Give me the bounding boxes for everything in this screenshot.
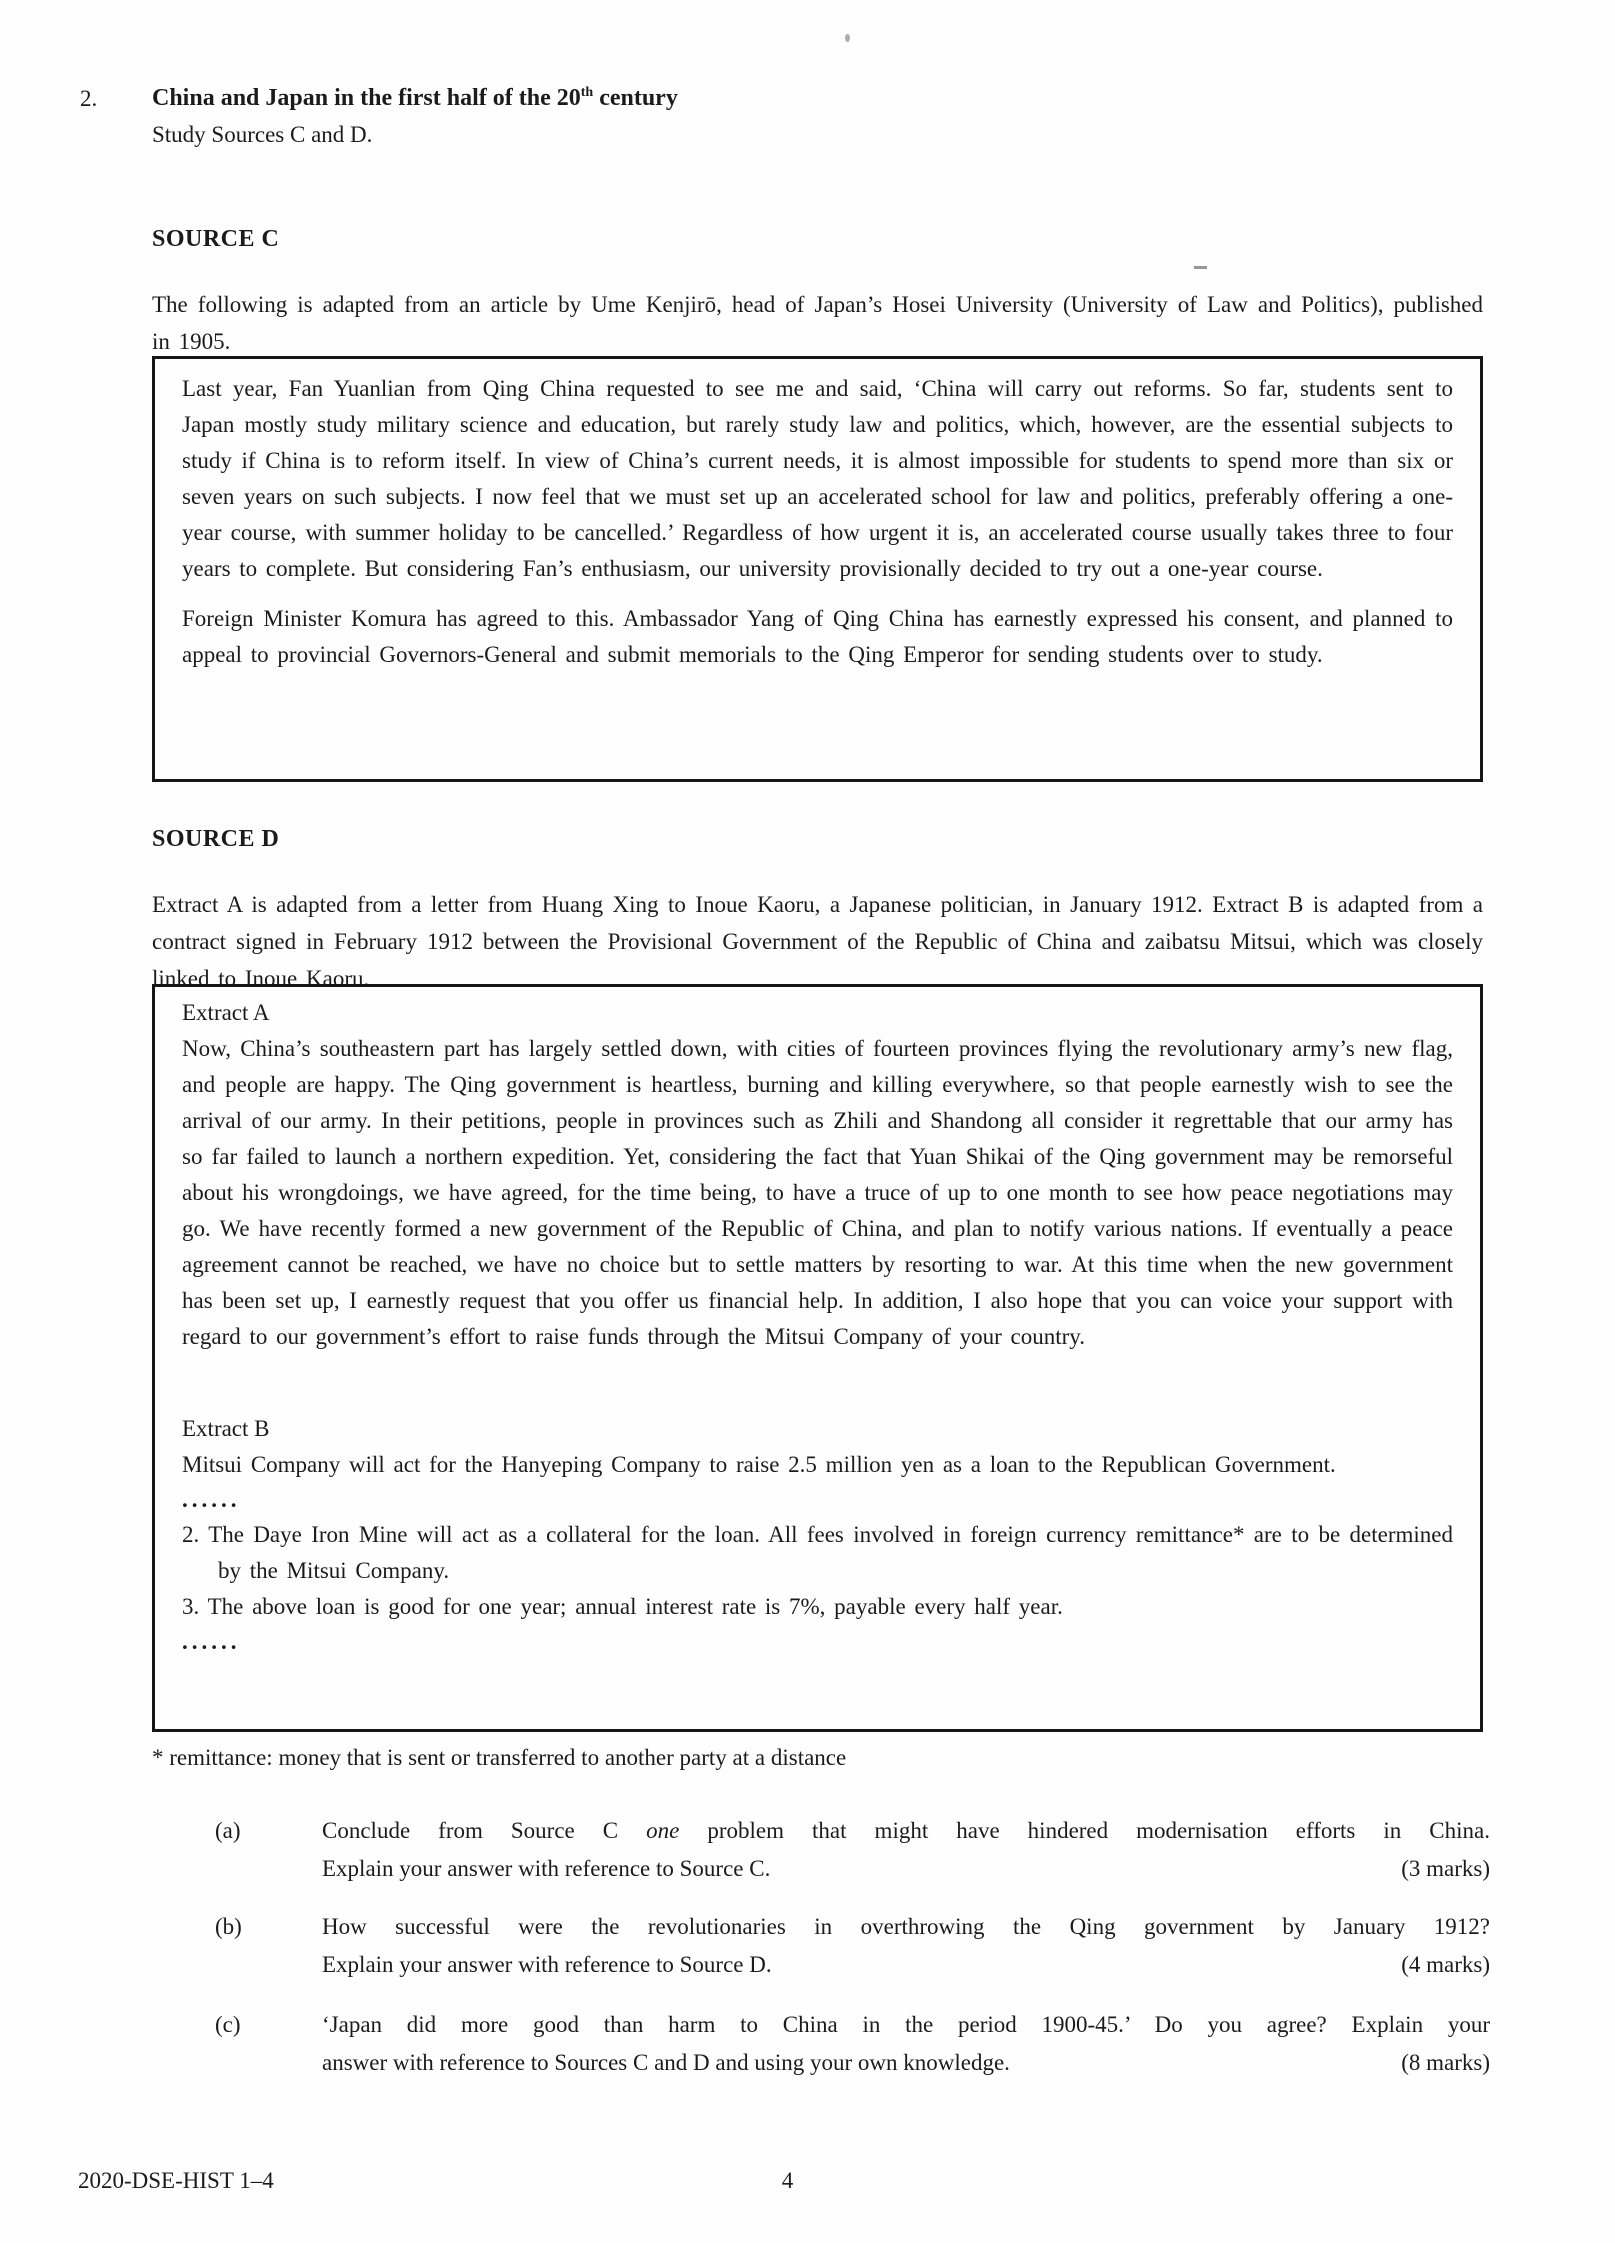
remittance-footnote: * remittance: money that is sent or transferred to another party at a distance	[152, 1745, 847, 1770]
title-prefix: China and Japan in the first half of the 20	[152, 85, 581, 111]
question-a-line-1-pre: Conclude from Source C	[322, 1818, 647, 1843]
question-a-label: (a)	[215, 1818, 241, 1843]
extract-b-label: Extract B	[182, 1416, 270, 1441]
contract-item-3-text: The above loan is good for one year; annual interest rate is 7%, payable every half year.	[207, 1594, 1063, 1619]
question-c	[215, 2006, 1490, 2082]
question-b-line-2: Explain your answer with reference to Source D.	[322, 1952, 772, 1977]
question-a-line-2: Explain your answer with reference to Source C.	[322, 1856, 771, 1881]
page-title	[152, 85, 678, 112]
contract-item-2-text: The Daye Iron Mine will act as a collateral for the loan. All fees involved in foreign currency remittance* are to be determined by the Mitsui Company.	[208, 1522, 1454, 1583]
source-d-intro: Extract A is adapted from a letter from Huang Xing to Inoue Kaoru, a Japanese politician, in January 1912. Extract B is adapted from a contract signed in February 1912 between the Provisional Government of the Republic of China and zaibatsu Mitsui, which was closely linked to Inoue Kaoru.	[152, 892, 1483, 991]
title-superscript: th	[580, 85, 594, 100]
question-c-label: (c)	[215, 2012, 241, 2037]
question-c-line-1: ‘Japan did more good than harm to China in the period 1900-45.’ Do you agree? Explain your	[322, 2012, 1490, 2037]
source-c-intro: The following is adapted from an article by Ume Kenjirō, head of Japan’s Hosei University (University of Law and Politics), published in 1905.	[152, 292, 1483, 354]
question-number: 2.	[80, 86, 98, 111]
extract-a-text: Now, China’s southeastern part has largely settled down, with cities of fourteen provinces flying the revolutionary army’s new flag, and people are happy. The Qing government is heartless, burning and killing everywhere, so that people earnestly wish to see the arrival of our army. In their petitions, people in provinces such as Zhili and Shandong all consider it regrettable that our army has so far failed to launch a northern expedition. Yet, considering the fact that Yuan Shikai of the Qing government may be remorseful about his wrongdoings, we have agreed, for the time being, to have a truce of up to one month to see how peace negotiations may go. We have recently formed a new government of the Republic of China, and plan to notify various nations. If eventually a peace agreement cannot be reached, we have no choice but to settle matters by resorting to war. At this time when the new government has been set up, I earnestly request that you offer us financial help. In addition, I also hope that you can voice your support with regard to our government’s effort to raise funds through the Mitsui Company of your country.	[182, 1036, 1453, 1349]
question-b-text	[322, 1908, 1490, 1984]
omission-ellipsis-2: ......	[182, 1629, 241, 1654]
question-b-label: (b)	[215, 1914, 242, 1939]
scan-artifact-dash	[1194, 266, 1207, 269]
question-a-line-1	[322, 1812, 1490, 1850]
source-c-heading: SOURCE C	[152, 226, 280, 252]
question-b	[215, 1908, 1490, 1984]
document-code: 2020-DSE-HIST 1–4	[78, 2168, 274, 2193]
source-d-box	[152, 984, 1483, 1732]
question-c-marks: (8 marks)	[1401, 2050, 1490, 2075]
study-instruction: Study Sources C and D.	[152, 122, 373, 147]
question-c-line-2: answer with reference to Sources C and D and using your own knowledge.	[322, 2050, 1010, 2075]
source-d-heading: SOURCE D	[152, 826, 280, 852]
question-a-text	[322, 1812, 1490, 1888]
page-number: 4	[781, 2168, 794, 2193]
contract-item-2-number: 2.	[182, 1522, 200, 1547]
question-b-line-1: How successful were the revolutionaries in overthrowing the Qing government by January 1912?	[322, 1914, 1490, 1939]
question-b-marks: (4 marks)	[1401, 1952, 1490, 1977]
contract-item-3-number: 3.	[182, 1594, 200, 1619]
question-a	[215, 1812, 1490, 1888]
source-c-paragraph-2: Foreign Minister Komura has agreed to this. Ambassador Yang of Qing China has earnestly expressed his consent, and planned to appeal to provincial Governors-General and submit memorials to the Qing Emperor for sending students over to study.	[182, 606, 1453, 667]
scan-artifact-dot	[845, 34, 850, 42]
contract-item-3	[182, 1589, 1453, 1625]
question-a-emphasis: one	[646, 1818, 680, 1843]
source-c-box	[152, 356, 1483, 782]
contract-item-2	[182, 1517, 1453, 1589]
title-suffix: century	[593, 85, 678, 111]
question-c-text	[322, 2006, 1490, 2082]
question-a-line-1-post: problem that might have hindered modernisation efforts in China.	[679, 1818, 1490, 1843]
question-a-marks: (3 marks)	[1401, 1856, 1490, 1881]
extract-b-text: Mitsui Company will act for the Hanyeping Company to raise 2.5 million yen as a loan to the Republican Government.	[182, 1452, 1336, 1477]
extract-a-label: Extract A	[182, 1000, 270, 1025]
omission-ellipsis-1: ......	[182, 1487, 241, 1512]
source-c-paragraph-1: Last year, Fan Yuanlian from Qing China requested to see me and said, ‘China will carry out reforms. So far, students sent to Japan mostly study military science and education, but rarely study law and politics, which, however, are the essential subjects to study if China is to reform itself. In view of China’s current needs, it is almost impossible for students to spend more than six or seven years on such subjects. I now feel that we must set up an accelerated school for law and politics, preferably offering a one-year course, with summer holiday to be cancelled.’ Regardless of how urgent it is, an accelerated course usually takes three to four years to complete. But considering Fan’s enthusiasm, our university provisionally decided to try out a one-year course.	[182, 376, 1453, 581]
